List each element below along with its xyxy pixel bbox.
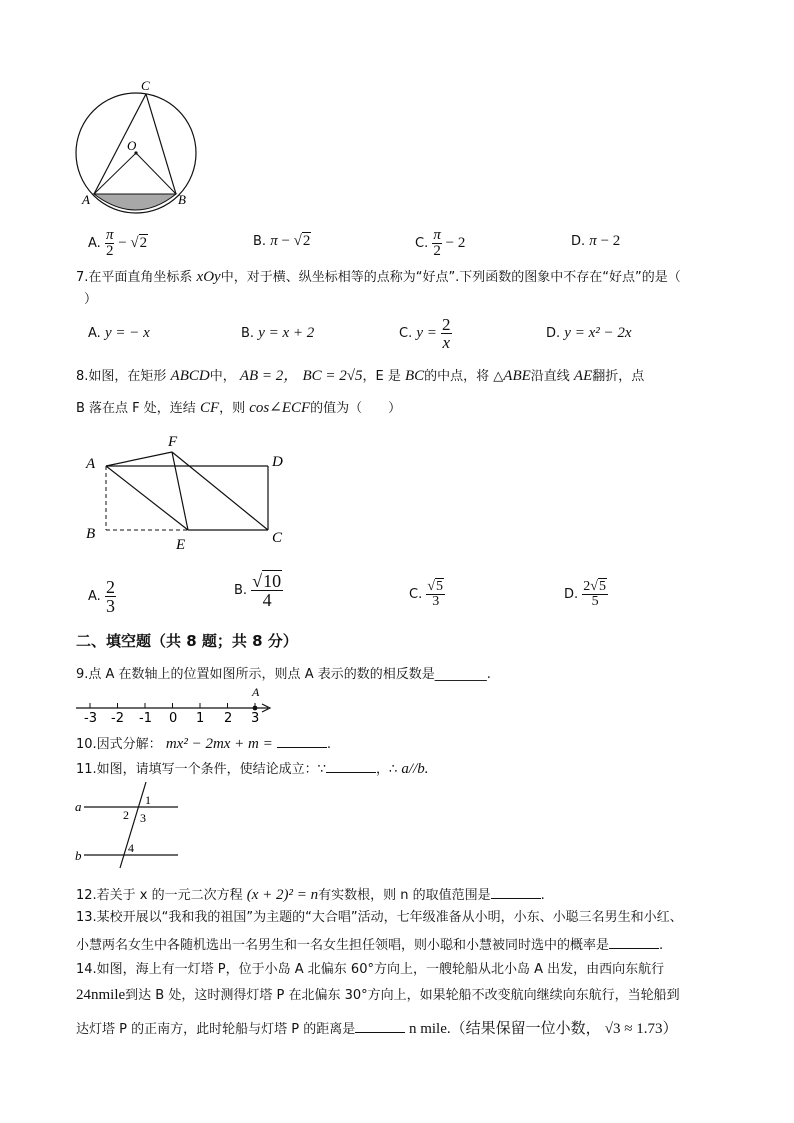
q8-label-b: B [86,526,96,542]
q9-tick-2: 2 [224,711,233,726]
q11-angle-4: 4 [128,841,134,855]
q9-number-line [72,684,282,726]
q6-circle-figure [70,76,210,216]
q8-label-a: A [86,456,96,472]
q13-line1: 13.某校开展以“我和我的祖国”为主题的“大合唱”活动，七年级准备从小明，小东、小聪三名男生和小红、 [76,910,683,925]
q11-angle-3: 3 [140,811,146,825]
q14-line3: 达灯塔 P 的正南方，此时轮船与灯塔 P 的距离是 n mile.（结果保留一位小数， √3 ≈ 1.73） [76,1018,678,1039]
q7-stem-close: ） [84,292,98,307]
q8-stem-line1: 8.如图，在矩形 ABCD中， AB = 2， BC = 2√5，E 是 BC的中点，将 △ABE沿直线 AE翻折，点 [76,368,645,384]
q8-stem-line2: B 落在点 F 处，连结 CF，则 cos∠ECF的值为（ ） [76,400,402,416]
q9-stem: 9.点 A 在数轴上的位置如图所示，则点 A 表示的数的相反数是________. [76,667,491,682]
q11-answer-blank[interactable] [326,758,376,773]
q14-line1: 14.如图，海上有一灯塔 P，位于小岛 A 北偏东 60°方向上，一艘轮船从北小岛 A 出发，由西向东航行 [76,962,665,977]
q12-answer-blank[interactable] [491,884,541,899]
q6-label-c: C [141,78,150,93]
q13-answer-blank[interactable] [609,934,659,949]
q7-option-d: D. y = x² − 2x [546,325,632,341]
q8-option-d: D. $\frac{2√5}{5}$ [564,579,606,609]
q8-label-e: E [176,537,186,553]
q7-option-c: C. y = $\frac{2}{x}$ [399,315,451,352]
q8-label-f: F [168,434,178,450]
q9-point-label: A [252,685,260,699]
q9-tick-3: 3 [251,711,260,726]
q11-label-a: a [75,799,82,814]
q10-stem: 10.因式分解： mx² − 2mx + m = . [76,733,331,754]
q9-tick-0: 0 [169,711,178,726]
q11-parallel-lines-figure [72,780,192,870]
q8-option-c: C. $\frac{√5}{3}$ [409,579,444,609]
q6-label-o: O [127,138,137,153]
q9-tick-1: 1 [196,711,205,726]
q11-angle-1: 1 [145,793,151,807]
q8-label-c: C [272,530,283,546]
q7-option-b: B. y = x + 2 [241,325,315,341]
q7-option-a: A. y = − x [88,325,150,341]
q13-line2: 小慧两名女生中各随机选出一名男生和一名女生担任领唱，则小聪和小慧被同时选中的概率是 . [76,934,663,955]
q11-angle-2: 2 [123,808,129,822]
q6-label-b: B [178,192,186,207]
q8-rectangle-figure [80,428,300,556]
q11-label-b: b [75,848,82,863]
q8-option-a: A. $\frac{2}{3}$ [88,577,115,616]
q6-label-a: A [82,192,90,207]
q9-tick-neg3: -3 [84,711,97,726]
q14-answer-blank[interactable] [355,1018,405,1033]
q8-option-b: B. $\frac{√10}{4}$ [234,571,282,610]
q11-stem: 11.如图，请填写一个条件，使结论成立：∵ ，∴ a//b. [76,758,428,779]
q14-line2: 24nmile到达 B 处，这时测得灯塔 P 在北偏东 30°方向上，如果轮船不改变航向继续向东航行，当轮船到 [76,987,680,1003]
q8-label-d: D [272,454,283,470]
q9-tick-neg1: -1 [139,711,152,726]
q12-stem: 12.若关于 x 的一元二次方程 (x + 2)² = n有实数根，则 n 的取值范围是 . [76,884,545,905]
q9-tick-neg2: -2 [111,711,124,726]
q6-option-c: C. $\frac{\pi}{2}$ − 2 [415,227,466,259]
q10-answer-blank[interactable] [277,733,327,748]
q7-stem: 7.在平面直角坐标系 xOy中，对于横、纵坐标相等的点称为“好点”.下列函数的图象中不存在“好点”的是（ [76,269,681,285]
q6-option-b: B. π − √2 [253,233,311,249]
q6-option-a: A. $\frac{\pi}{2}$ − √2 [88,227,148,259]
q6-option-d: D. π − 2 [571,233,621,249]
section-2-heading: 二、填空题（共 8 题；共 8 分） [76,632,298,650]
